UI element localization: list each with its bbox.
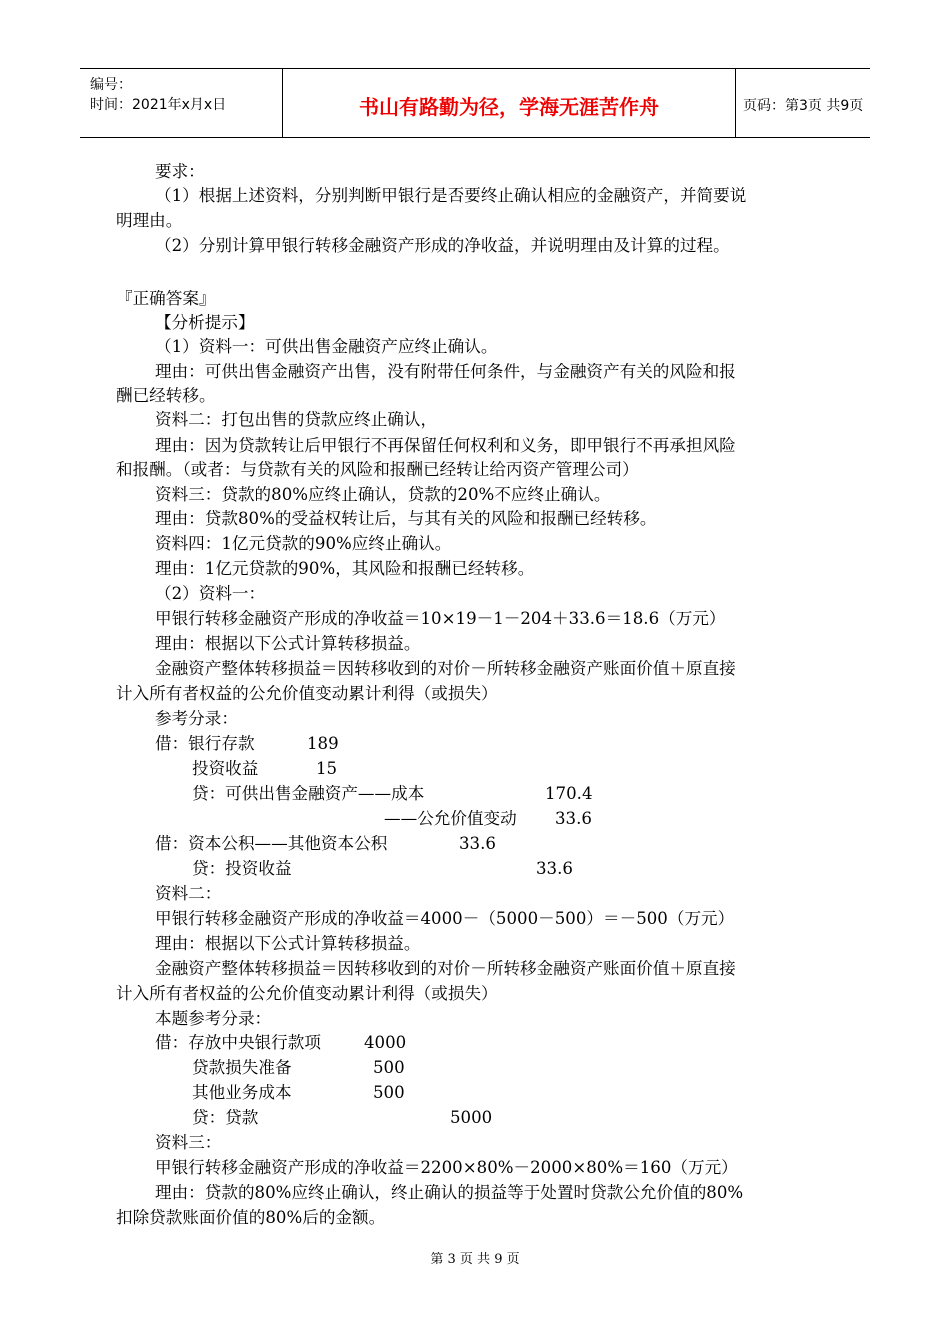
text-line: 理由：贷款80%的受益权转让后，与其有关的风险和报酬已经转移。 [155,509,657,528]
text-line: 资料二： [155,884,222,903]
text-line: 要求： [155,162,205,181]
journal-entry-label: 贷：贷款 [192,1108,259,1127]
text-line: 资料三：贷款的80%应终止确认，贷款的20%不应终止确认。 [155,485,611,504]
text-line: 甲银行转移金融资产形成的净收益＝4000－（5000－500）＝－500（万元） [155,909,735,928]
page-footer: 第 3 页 共 9 页 [430,1252,520,1267]
page-label: 页码：第3页 共9页 [743,98,864,114]
journal-entry-amount: 500 [373,1058,405,1077]
text-line: 甲银行转移金融资产形成的净收益＝2200×80%－2000×80%＝160（万元） [155,1158,738,1177]
journal-entry-label: 借：存放中央银行款项 [155,1033,321,1052]
journal-entry-amount: 15 [316,759,338,778]
text-line: 甲银行转移金融资产形成的净收益＝10×19－1－204＋33.6＝18.6（万元） [155,609,726,628]
text-line: （1）根据上述资料，分别判断甲银行是否要终止确认相应的金融资产，并简要说 [155,186,747,205]
journal-entry-amount: 33.6 [459,834,496,853]
journal-entry-label: 贷：可供出售金融资产——成本 [192,784,425,803]
text-line: 本题参考分录： [155,1009,272,1028]
text-line: 参考分录： [155,709,238,728]
journal-entry-amount: 5000 [450,1108,493,1127]
journal-entry-label: 其他业务成本 [192,1083,292,1102]
journal-entry-label: ——公允价值变动 [384,809,517,828]
text-line: 理由：根据以下公式计算转移损益。 [155,634,421,653]
text-line: 【分析提示】 [155,313,255,332]
date-label: 时间：2021年x月x日 [90,97,227,113]
text-line: 理由：可供出售金融资产出售，没有附带任何条件，与金融资产有关的风险和报 [155,362,736,381]
journal-entry-amount: 189 [307,734,339,753]
text-line: 金融资产整体转移损益＝因转移收到的对价－所转移金融资产账面价值＋原直接 [155,959,736,978]
text-line: 资料三： [155,1133,222,1152]
number-label: 编号： [90,77,132,93]
text-line: 和报酬。（或者：与贷款有关的风险和报酬已经转让给丙资产管理公司） [116,460,639,479]
text-line: 酬已经转移。 [116,386,216,405]
text-line: 计入所有者权益的公允价值变动累计利得（或损失） [116,684,498,703]
text-line: 计入所有者权益的公允价值变动累计利得（或损失） [116,984,498,1003]
motto-text: 书山有路勤为径，学海无涯苦作舟 [359,95,659,119]
journal-entry-label: 借：资本公积——其他资本公积 [155,834,388,853]
section-heading: 『正确答案』 [116,289,216,308]
text-line: （2）资料一： [155,584,266,603]
journal-entry-label: 投资收益 [192,759,259,778]
journal-entry-amount: 33.6 [536,859,573,878]
journal-entry-amount: 33.6 [555,809,592,828]
text-line: 资料四：1亿元贷款的90%应终止确认。 [155,534,452,553]
text-line: 理由：根据以下公式计算转移损益。 [155,934,421,953]
journal-entry-label: 贷：投资收益 [192,859,292,878]
text-line: 理由：1亿元贷款的90%，其风险和报酬已经转移。 [155,559,535,578]
text-line: （2）分别计算甲银行转移金融资产形成的净收益，并说明理由及计算的过程。 [155,236,730,255]
journal-entry-label: 贷款损失准备 [192,1058,292,1077]
journal-entry-amount: 4000 [364,1033,407,1052]
text-line: （1）资料一：可供出售金融资产应终止确认。 [155,337,498,356]
text-line: 金融资产整体转移损益＝因转移收到的对价－所转移金融资产账面价值＋原直接 [155,659,736,678]
text-line: 资料二：打包出售的贷款应终止确认， [155,410,438,429]
journal-entry-amount: 500 [373,1083,405,1102]
journal-entry-amount: 170.4 [545,784,593,803]
text-line: 理由：贷款的80%应终止确认，终止确认的损益等于处置时贷款公允价值的80% [155,1183,744,1202]
text-line: 明理由。 [116,211,183,230]
journal-entry-label: 借：银行存款 [155,734,255,753]
text-line: 扣除贷款账面价值的80%后的金额。 [116,1208,386,1227]
text-line: 理由：因为贷款转让后甲银行不再保留任何权利和义务，即甲银行不再承担风险 [155,436,736,455]
